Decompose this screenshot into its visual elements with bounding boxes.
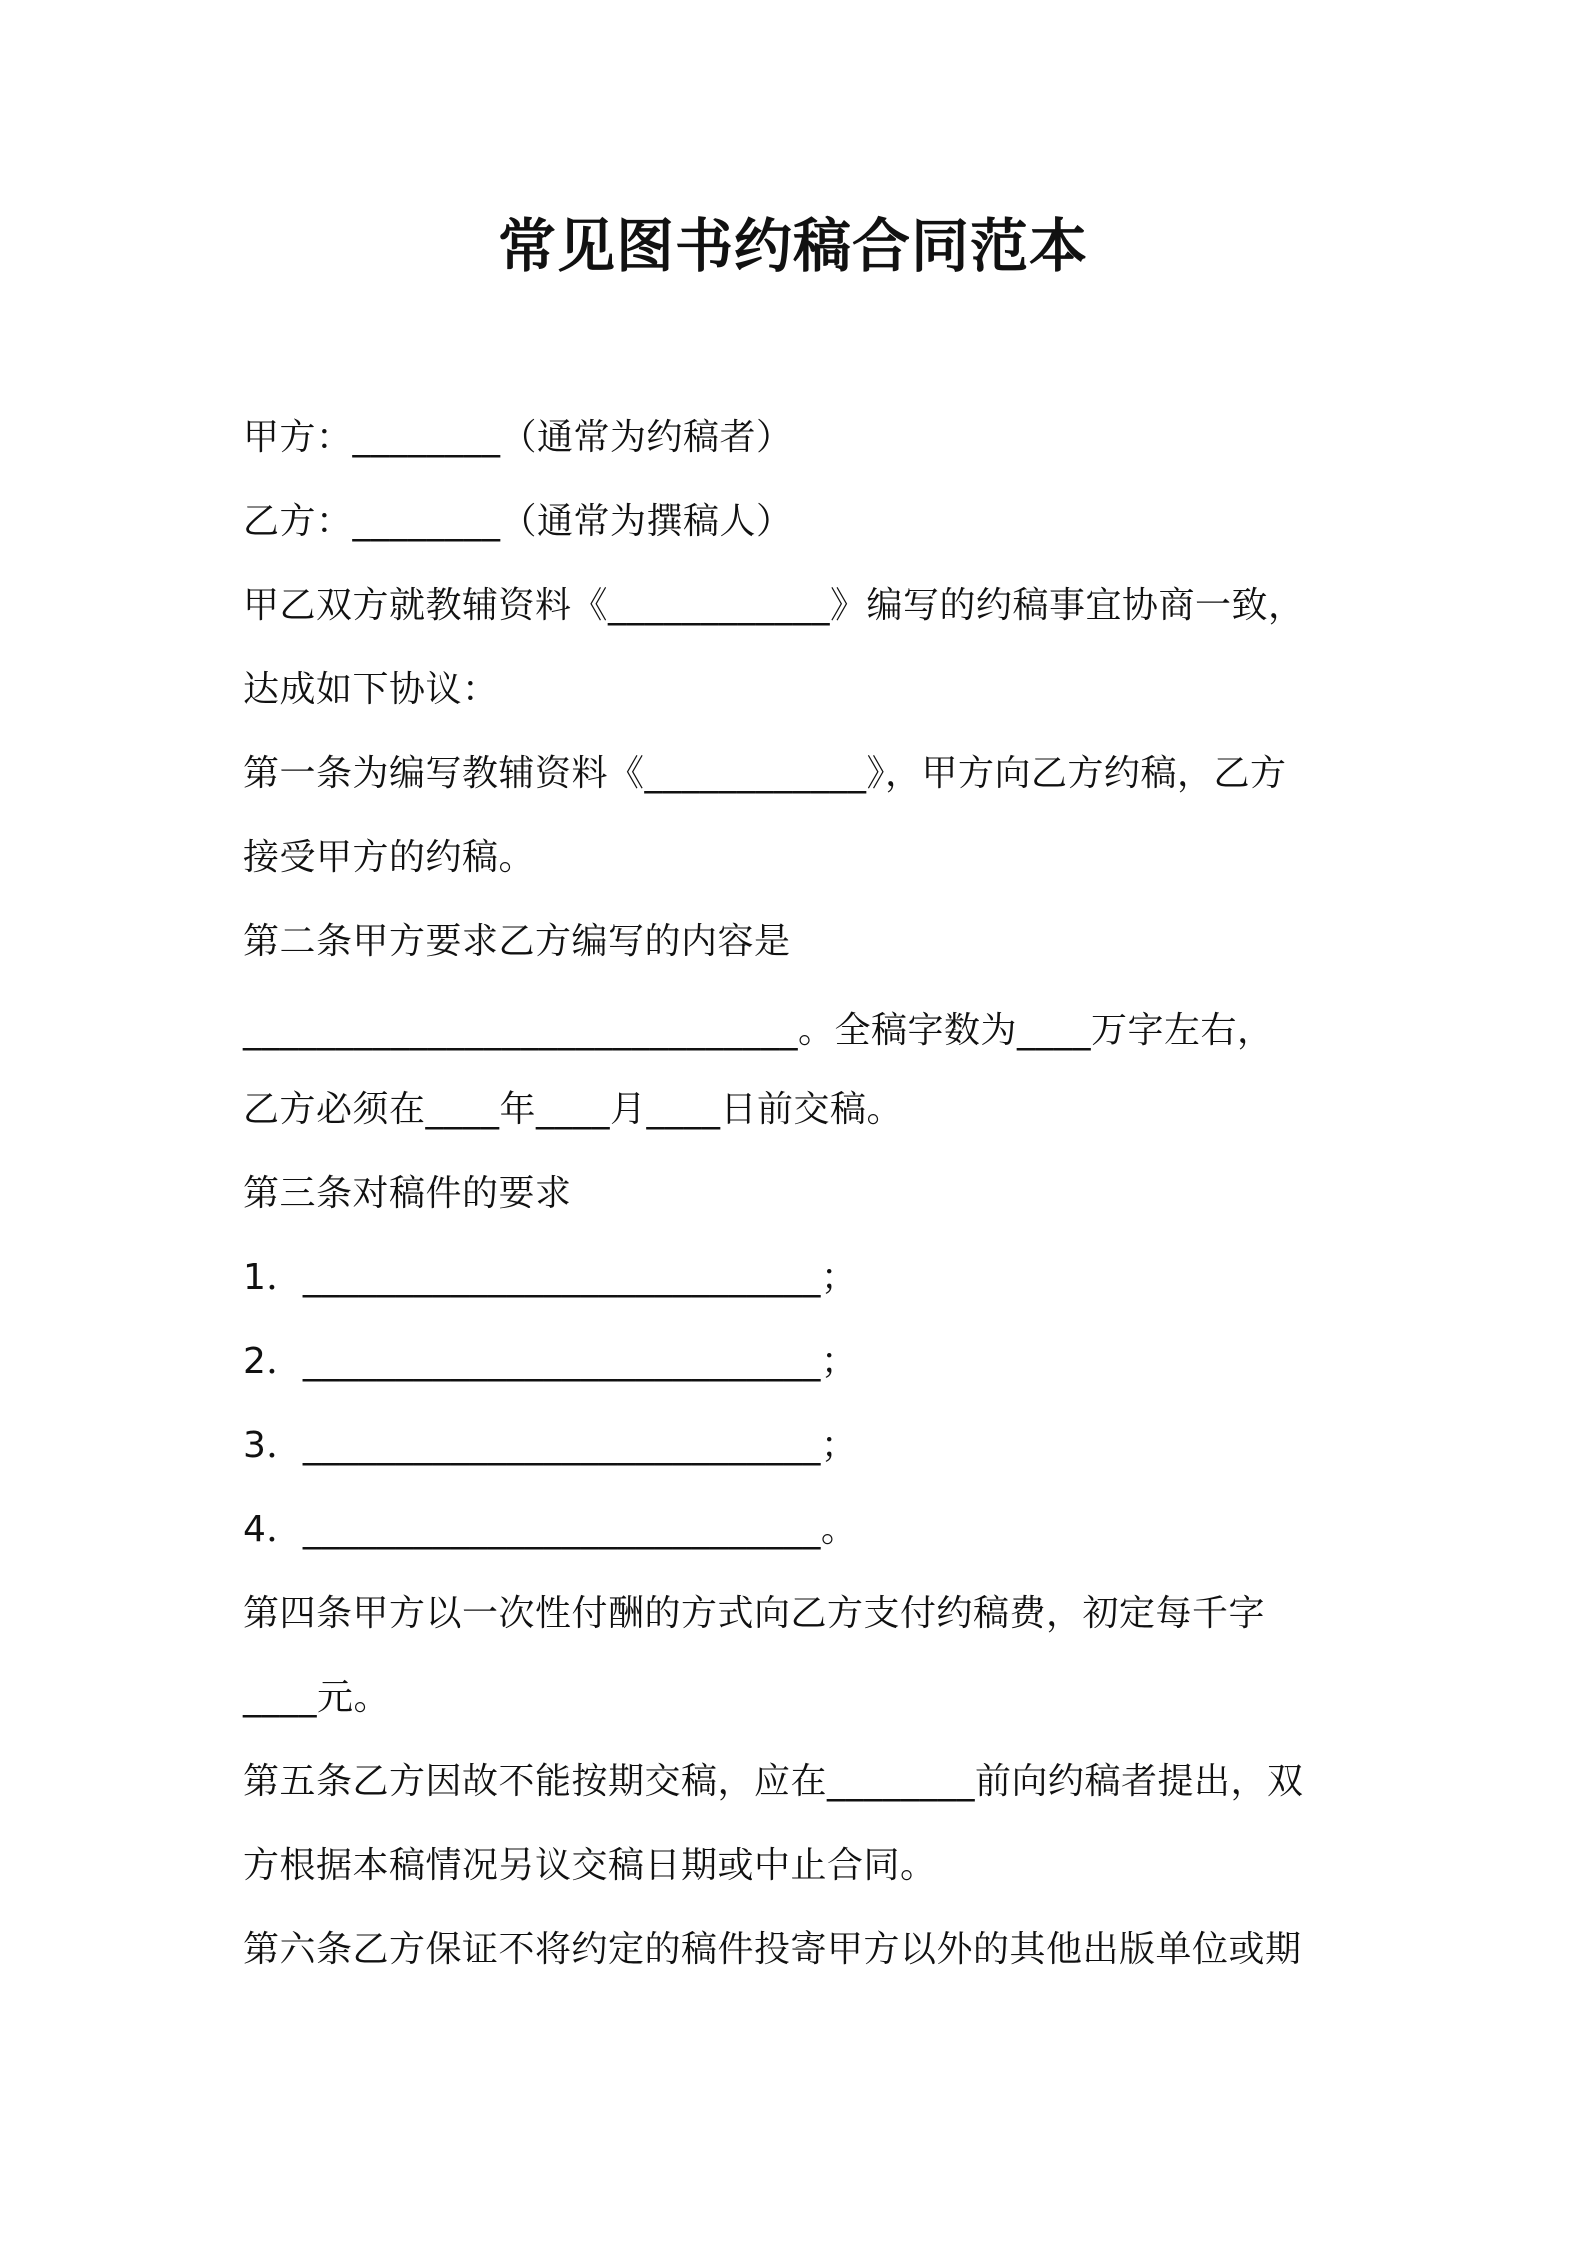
party-b-line: 乙方：________（通常为撰稿人）	[243, 501, 793, 542]
preamble-line-1: 甲乙双方就教辅资料《____________》编写的约稿事宜协商一致，	[243, 585, 1305, 626]
article-6-line-1: 第六条乙方保证不将约定的稿件投寄甲方以外的其他出版单位或期	[243, 1929, 1302, 1970]
document-title: 常见图书约稿合同范本	[497, 212, 1088, 280]
article-5-line-2: 方根据本稿情况另议交稿日期或中止合同。	[243, 1845, 937, 1886]
article-2-line-1: 第二条甲方要求乙方编写的内容是	[243, 921, 791, 962]
requirement-item-1: 1．____________________________；	[243, 1257, 858, 1298]
article-4-line-2: ____元。	[243, 1677, 391, 1718]
article-2-line-2: ______________________________。全稿字数为____万字左右，	[243, 1010, 1274, 1051]
article-4-line-1: 第四条甲方以一次性付酬的方式向乙方支付约稿费，初定每千字	[243, 1593, 1266, 1634]
preamble-line-2: 达成如下协议：	[243, 669, 499, 710]
requirement-item-2: 2．____________________________；	[243, 1341, 858, 1382]
requirement-item-4: 4．____________________________。	[243, 1509, 858, 1550]
article-2-line-3: 乙方必须在____年____月____日前交稿。	[243, 1089, 904, 1130]
article-1-line-1: 第一条为编写教辅资料《____________》，甲方向乙方约稿，乙方	[243, 753, 1287, 794]
article-5-line-1: 第五条乙方因故不能按期交稿，应在________前向约稿者提出，双	[243, 1761, 1304, 1802]
article-3-heading: 第三条对稿件的要求	[243, 1173, 572, 1214]
party-a-line: 甲方：________（通常为约稿者）	[243, 417, 793, 458]
article-1-line-2: 接受甲方的约稿。	[243, 837, 536, 878]
requirement-item-3: 3．____________________________；	[243, 1425, 858, 1466]
